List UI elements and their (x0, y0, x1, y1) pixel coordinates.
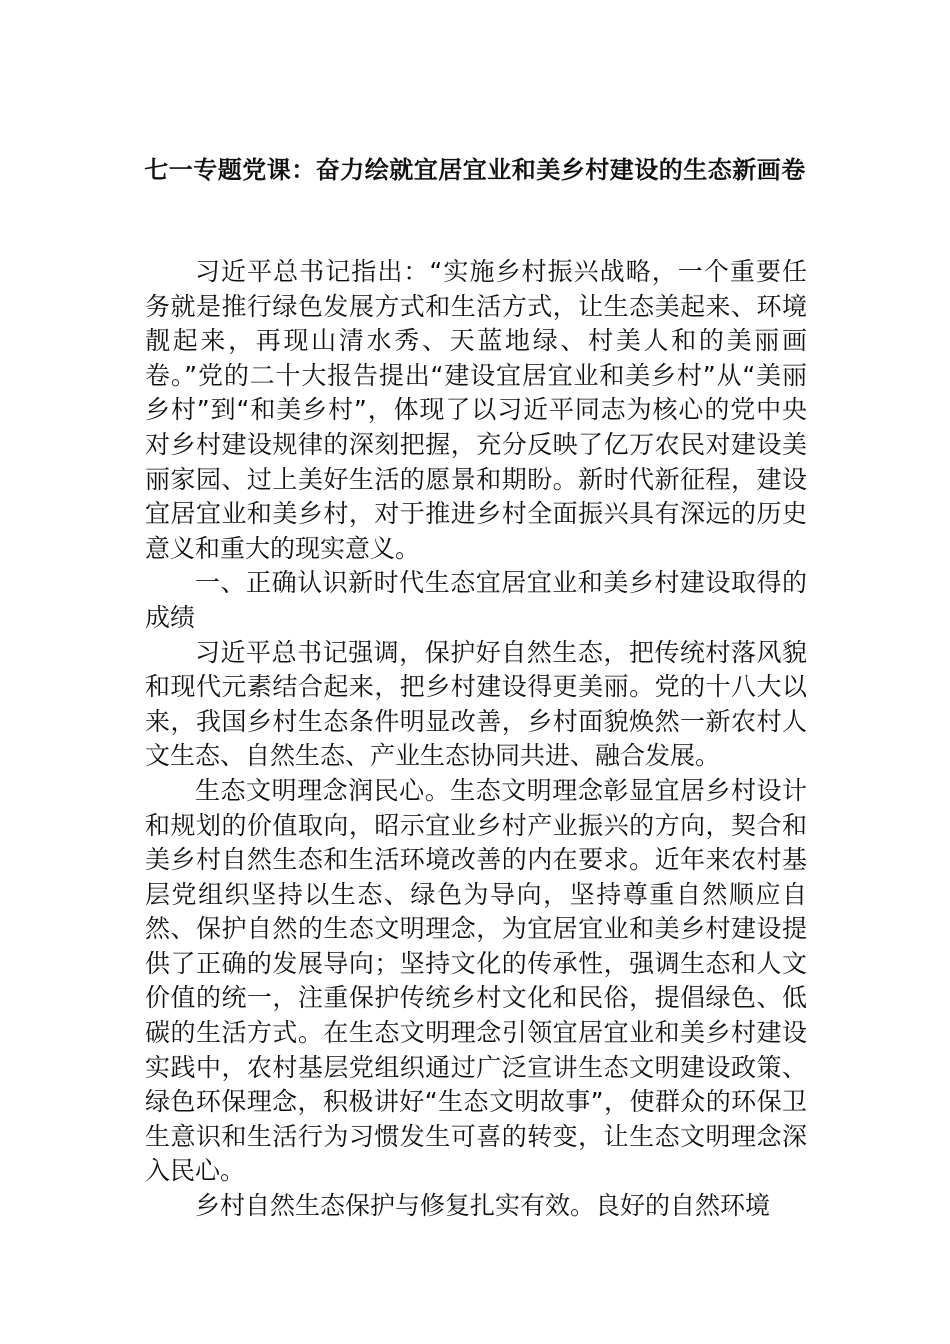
document-body (145, 255, 807, 1224)
paragraph-achievements: 习近平总书记强调，保护好自然生态，把传统村落风貌和现代元素结合起来，把乡村建设得更美丽。党的十八大以来，我国乡村生态条件明显改善，乡村面貌焕然一新农村人文生态、自然生态、产业生态协同共进、融合发展。 (145, 637, 807, 771)
document-title: 七一专题党课：奋力绘就宜居宜业和美乡村建设的生态新画卷 (144, 156, 806, 184)
paragraph-eco-civilization: 生态文明理念润民心。生态文明理念彰显宜居乡村设计和规划的价值取向，昭示宜业乡村产业振兴的方向，契合和美乡村自然生态和生活环境改善的内在要求。近年来农村基层党组织坚持以生态、绿色为导向，坚持尊重自然顺应自然、保护自然的生态文明理念，为宜居宜业和美乡村建设提供了正确的发展导向；坚持文化的传承性，强调生态和人文价值的统一，注重保护传统乡村文化和民俗，提倡绿色、低碳的生活方式。在生态文明理念引领宜居宜业和美乡村建设实践中，农村基层党组织通过广泛宣讲生态文明建设政策、绿色环保理念，积极讲好“生态文明故事”，使群众的环保卫生意识和生活行为习惯发生可喜的转变，让生态文明理念深入民心。 (145, 775, 807, 1186)
paragraph-intro: 习近平总书记指出：“实施乡村振兴战略，一个重要任务就是推行绿色发展方式和生活方式，让生态美起来、环境靓起来，再现山清水秀、天蓝地绿、村美人和的美丽画卷。”党的二十大报告提出“建设宜居宜业和美乡村”从“美丽乡村”到“和美乡村”，体现了以习近平同志为核心的党中央对乡村建设规律的深刻把握，充分反映了亿万农民对建设美丽家园、过上美好生活的愿景和期盼。新时代新征程，建设宜居宜业和美乡村，对于推进乡村全面振兴具有深远的历史意义和重大的现实意义。 (145, 257, 807, 563)
paragraph-natural-protection: 乡村自然生态保护与修复扎实有效。良好的自然环境 (195, 1191, 771, 1221)
section-heading-1: 一、正确认识新时代生态宜居宜业和美乡村建设取得的成绩 (145, 568, 807, 632)
